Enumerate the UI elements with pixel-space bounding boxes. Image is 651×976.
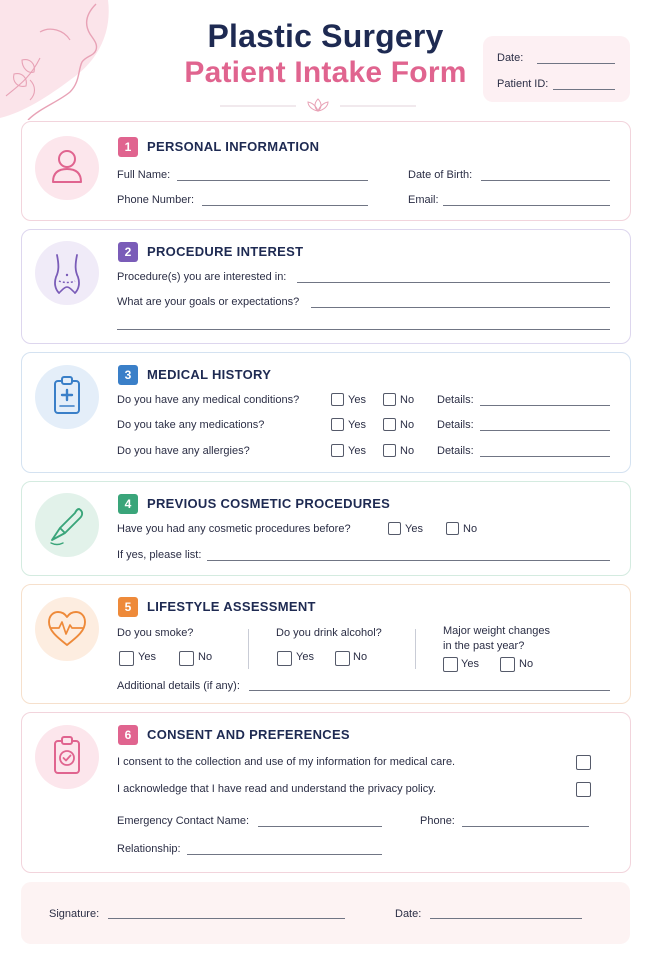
yes-label: Yes	[405, 523, 423, 535]
medications-yes-checkbox[interactable]	[331, 418, 344, 431]
email-field[interactable]	[443, 205, 610, 206]
lifestyle-assessment-section	[21, 584, 631, 704]
signature-field[interactable]	[108, 918, 345, 919]
scalpel-icon	[35, 493, 99, 557]
yes-label: Yes	[296, 651, 314, 663]
yes-label: Yes	[348, 445, 366, 457]
column-divider	[248, 629, 249, 669]
alcohol-yes-checkbox[interactable]	[277, 651, 292, 666]
medications-no-checkbox[interactable]	[383, 418, 396, 431]
column-divider	[415, 629, 416, 669]
yes-label: Yes	[348, 419, 366, 431]
section-number-badge: 6	[118, 725, 138, 745]
smoke-question: Do you smoke?	[117, 627, 194, 639]
section-title: LIFESTYLE ASSESSMENT	[147, 599, 316, 614]
cosmetic-procedures-question: Have you had any cosmetic procedures before?	[117, 523, 351, 535]
no-label: No	[463, 523, 478, 535]
section-title: PERSONAL INFORMATION	[147, 139, 320, 154]
body-silhouette-icon	[35, 241, 99, 305]
section-number-badge: 2	[118, 242, 138, 262]
section-number-badge: 1	[118, 137, 138, 157]
cosmetic-list-field[interactable]	[207, 560, 610, 561]
dob-label: Date of Birth:	[408, 169, 473, 181]
alcohol-question: Do you drink alcohol?	[276, 627, 382, 639]
no-label: No	[400, 445, 415, 457]
medical-conditions-details-field[interactable]	[480, 405, 610, 406]
previous-cosmetic-procedures-section	[21, 481, 631, 576]
person-icon	[35, 136, 99, 200]
emergency-contact-field[interactable]	[258, 826, 382, 827]
weight-no-checkbox[interactable]	[500, 657, 515, 672]
procedures-label: Procedure(s) you are interested in:	[117, 271, 287, 283]
date-label: Date:	[497, 52, 524, 64]
emergency-phone-label: Phone:	[420, 815, 455, 827]
no-label: No	[353, 651, 368, 663]
details-label: Details:	[437, 394, 474, 406]
email-label: Email:	[408, 194, 439, 206]
section-number-badge: 5	[118, 597, 138, 617]
full-name-field[interactable]	[177, 180, 368, 181]
details-label: Details:	[437, 445, 474, 457]
patient-id-field[interactable]	[553, 89, 615, 90]
signature-label: Signature:	[49, 908, 100, 920]
weight-yes-checkbox[interactable]	[443, 657, 458, 672]
section-title: MEDICAL HISTORY	[147, 367, 272, 382]
allergies-yes-checkbox[interactable]	[331, 444, 344, 457]
signature-bar	[21, 882, 630, 944]
allergies-no-checkbox[interactable]	[383, 444, 396, 457]
dob-field[interactable]	[481, 180, 610, 181]
no-label: No	[400, 394, 415, 406]
date-field[interactable]	[537, 63, 615, 64]
emergency-contact-label: Emergency Contact Name:	[117, 815, 250, 827]
additional-details-field[interactable]	[249, 690, 610, 691]
yes-label: Yes	[461, 658, 479, 670]
cosmetic-no-checkbox[interactable]	[446, 522, 459, 535]
allergies-question: Do you have any allergies?	[117, 445, 250, 457]
medical-conditions-no-checkbox[interactable]	[383, 393, 396, 406]
privacy-acknowledge-text: I acknowledge that I have read and understand the privacy policy.	[117, 783, 436, 795]
section-number-badge: 4	[118, 494, 138, 514]
medical-conditions-question: Do you have any medical conditions?	[117, 394, 300, 406]
consent-collection-text: I consent to the collection and use of my information for medical care.	[117, 756, 456, 768]
relationship-label: Relationship:	[117, 843, 181, 855]
smoke-no-checkbox[interactable]	[179, 651, 194, 666]
privacy-acknowledge-checkbox[interactable]	[576, 782, 591, 797]
relationship-field[interactable]	[187, 854, 382, 855]
medications-details-field[interactable]	[480, 430, 610, 431]
procedure-interest-section	[21, 229, 631, 344]
no-label: No	[519, 658, 534, 670]
weight-question-line1: Major weight changes	[443, 625, 551, 637]
heartbeat-icon	[35, 597, 99, 661]
additional-details-label: Additional details (if any):	[117, 680, 240, 692]
consent-collection-checkbox[interactable]	[576, 755, 591, 770]
section-title: CONSENT AND PREFERENCES	[147, 727, 350, 742]
list-label: If yes, please list:	[117, 549, 202, 561]
alcohol-no-checkbox[interactable]	[335, 651, 350, 666]
section-title: PREVIOUS COSMETIC PROCEDURES	[147, 496, 391, 511]
goals-label: What are your goals or expectations?	[117, 296, 300, 308]
medical-history-section	[21, 352, 631, 473]
section-title: PROCEDURE INTEREST	[147, 244, 304, 259]
no-label: No	[400, 419, 415, 431]
medications-question: Do you take any medications?	[117, 419, 265, 431]
no-label: No	[198, 651, 213, 663]
clipboard-medical-icon	[35, 365, 99, 429]
weight-question-line2: in the past year?	[443, 640, 525, 652]
signature-date-field[interactable]	[430, 918, 582, 919]
personal-information-section	[21, 121, 631, 221]
medical-conditions-yes-checkbox[interactable]	[331, 393, 344, 406]
consent-preferences-section	[21, 712, 631, 873]
emergency-phone-field[interactable]	[462, 826, 589, 827]
section-number-badge: 3	[118, 365, 138, 385]
goals-field[interactable]	[311, 307, 610, 308]
full-name-label: Full Name:	[117, 169, 171, 181]
page-subtitle: Patient Intake Form	[184, 56, 467, 89]
details-label: Details:	[437, 419, 474, 431]
allergies-details-field[interactable]	[480, 456, 610, 457]
phone-label: Phone Number:	[117, 194, 195, 206]
smoke-yes-checkbox[interactable]	[119, 651, 134, 666]
page-title: Plastic Surgery	[207, 18, 444, 54]
yes-label: Yes	[348, 394, 366, 406]
signature-date-label: Date:	[395, 908, 422, 920]
goals-field-continued[interactable]	[117, 329, 610, 330]
cosmetic-yes-checkbox[interactable]	[388, 522, 401, 535]
yes-label: Yes	[138, 651, 156, 663]
lotus-divider	[218, 96, 418, 116]
date-patient-id-box	[483, 36, 630, 102]
clipboard-check-icon	[35, 725, 99, 789]
procedures-field[interactable]	[297, 282, 610, 283]
patient-id-label: Patient ID:	[497, 78, 549, 90]
phone-field[interactable]	[202, 205, 368, 206]
